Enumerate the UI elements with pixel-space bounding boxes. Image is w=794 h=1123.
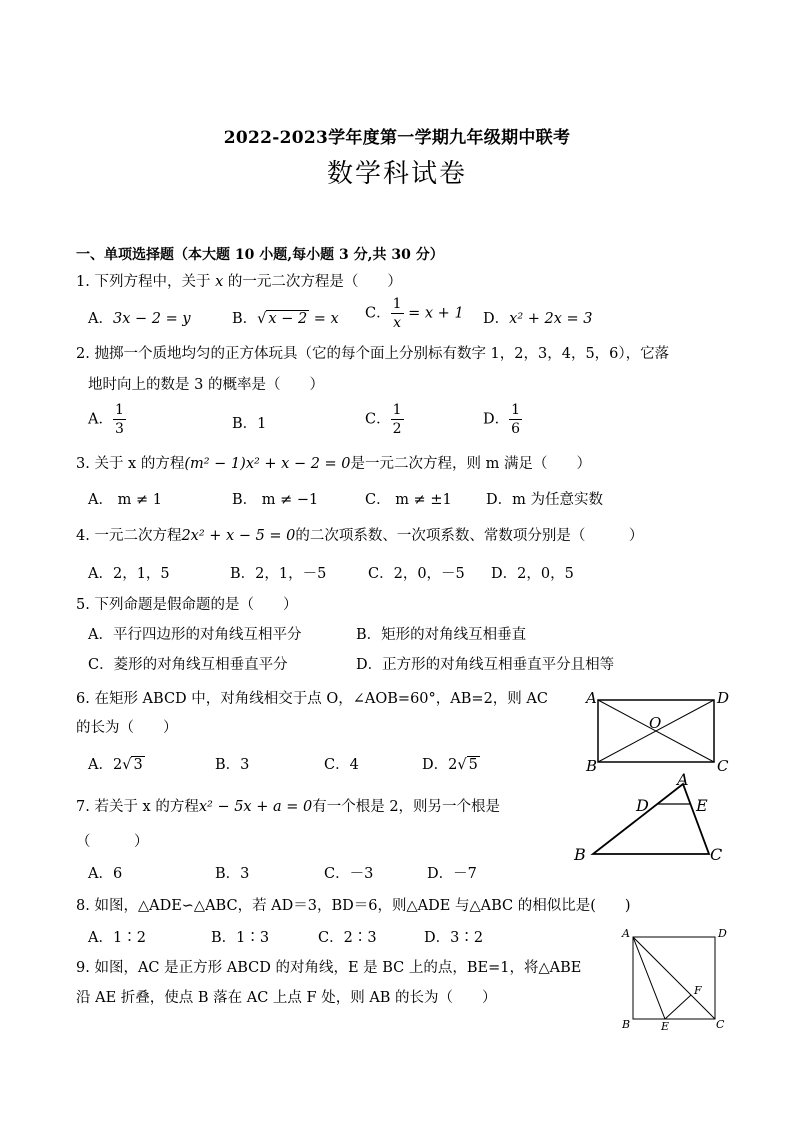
q6-option-a: A．2√ 3 — [88, 757, 143, 773]
q1-d-label: D． — [483, 311, 510, 327]
q6-line1: 6. 在矩形 ABCD 中，对角线相交于点 O，∠AOB=60°，AB=2，则 AC — [76, 691, 548, 707]
q3-option-a: A． m ≠ 1 — [88, 492, 162, 508]
q4-option-a: A．2，1，5 — [88, 566, 170, 582]
q7-label-c: C — [710, 845, 723, 864]
q2-a-fraction — [113, 403, 126, 436]
q2-c-num: 1 — [392, 402, 402, 418]
q6-a-radicand: 3 — [133, 757, 143, 773]
q1-option-d — [483, 307, 593, 328]
q2-line1: 2. 抛掷一个质地均匀的正方体玩具（它的每个面上分别标有数字 1，2，3，4，5，6），它落 — [76, 346, 670, 362]
q7-label-d: D — [636, 796, 649, 815]
q6-a-label: A． — [88, 757, 113, 773]
q9-segment-ae — [633, 937, 665, 1019]
q4-option-b: B．2，1，－5 — [230, 566, 327, 582]
q7-option-a: A．6 — [88, 866, 123, 882]
q7-stem-expr: x² − 5x + a = 0 — [198, 799, 313, 815]
q8-option-c: C．2∶3 — [318, 930, 377, 946]
q9-segment-ef — [665, 995, 691, 1019]
q2-d-label: D． — [483, 411, 510, 428]
q3-option-b: B． m ≠ −1 — [232, 492, 319, 508]
q1-stem-var: x — [215, 274, 224, 290]
q1-a-expr: 3x − 2 = y — [112, 311, 191, 327]
q8-stem: 8. 如图，△ADE∽△ABC，若 AD＝3，BD＝6，则△ADE 与△ABC 的相似比是( ) — [76, 898, 631, 914]
q6-a-coef: 2 — [112, 757, 123, 773]
q8-option-d: D．3∶2 — [424, 930, 484, 946]
q2-a-den: 3 — [114, 421, 124, 437]
section-heading: 一、单项选择题（本大题 10 小题,每小题 3 分,共 30 分） — [76, 247, 444, 263]
q1-b-radicand: x − 2 — [268, 311, 308, 327]
q6-label-a: A — [586, 689, 597, 707]
q2-option-d — [483, 403, 522, 436]
q9-label-d: D — [718, 927, 727, 940]
q9-label-f: F — [694, 984, 702, 997]
q8-option-a: A．1∶2 — [88, 930, 146, 946]
q3-option-d: D．m 为任意实数 — [486, 492, 603, 508]
q3-stem — [76, 452, 591, 473]
q1-stem-post: 的一元二次方程是（ ） — [223, 274, 402, 290]
q9-label-c: C — [716, 1018, 725, 1031]
q6-label-c: C — [717, 757, 729, 775]
q7-line2: （ ） — [76, 834, 149, 850]
q6-d-radicand: 5 — [468, 757, 478, 773]
q9-label-e: E — [661, 1020, 670, 1033]
q1-c-num: 1 — [392, 296, 402, 312]
q7-stem-pre: 7. 若关于 x 的方程 — [76, 799, 199, 815]
q7-triangle-abc — [593, 784, 709, 854]
q6-option-c: C．4 — [324, 757, 359, 773]
q4-option-c: C．2，0，－5 — [368, 566, 465, 582]
q2-c-den: 2 — [392, 421, 402, 437]
q4-stem-expr: 2x² + x − 5 = 0 — [181, 528, 296, 544]
q1-option-b: B．√ x − 2 = x — [232, 311, 339, 327]
q9-square-figure — [618, 925, 730, 1035]
q2-b-label: B． — [232, 416, 258, 432]
q4-stem-pre: 4. 一元二次方程 — [76, 528, 182, 544]
q2-a-num: 1 — [114, 402, 124, 418]
q6-label-o: O — [649, 714, 662, 732]
q2-d-num: 1 — [511, 402, 521, 418]
q1-stem-pre: 1. 下列方程中，关于 — [76, 274, 216, 290]
q2-option-c — [365, 403, 404, 436]
q3-stem-post: 是一元二次方程，则 m 满足（ ） — [350, 456, 592, 472]
q9-line1: 9. 如图，AC 是正方形 ABCD 的对角线，E 是 BC 上的点，BE=1，将△ABE — [76, 960, 582, 976]
q2-line2: 地时向上的数是 3 的概率是（ ） — [88, 377, 324, 393]
q1-d-expr: x² + 2x = 3 — [509, 311, 593, 327]
q1-c-label: C． — [365, 305, 391, 322]
q5-option-b: B．矩形的对角线互相垂直 — [356, 627, 527, 643]
q1-b-label: B． — [232, 311, 258, 327]
q1-a-label: A． — [88, 311, 113, 327]
q6-d-coef: 2 — [448, 757, 458, 773]
q9-diagonal-ac — [633, 937, 715, 1019]
q3-stem-pre: 3. 关于 x 的方程 — [76, 456, 185, 472]
q1-option-a — [88, 307, 191, 328]
q6-line2: 的长为（ ） — [76, 720, 178, 736]
q1-c-den: x — [393, 315, 402, 331]
q8-option-b: B．1∶3 — [211, 930, 270, 946]
q5-option-c: C．菱形的对角线互相垂直平分 — [88, 657, 288, 673]
q7-label-e: E — [696, 796, 708, 815]
q5-stem: 5. 下列命题是假命题的是（ ） — [76, 597, 298, 613]
q1-c-fraction — [391, 297, 404, 330]
q4-stem — [76, 524, 643, 545]
q2-c-fraction — [391, 403, 404, 436]
q2-option-a — [88, 403, 126, 436]
q5-option-d: D．正方形的对角线互相垂直平分且相等 — [356, 657, 615, 673]
q1-stem — [76, 270, 402, 291]
q7-stem — [76, 795, 500, 816]
q7-label-b: B — [574, 845, 586, 864]
q7-option-c: C．－3 — [324, 866, 374, 882]
q6-label-b: B — [586, 757, 598, 775]
q7-stem-post: 有一个根是 2，则另一个根是 — [312, 799, 501, 815]
exam-title: 2022-2023学年度第一学期九年级期中联考 — [223, 128, 571, 148]
q6-option-b: B．3 — [215, 757, 250, 773]
q2-c-label: C． — [365, 411, 391, 428]
q1-c-tail: = x + 1 — [403, 305, 464, 322]
q9-label-b: B — [622, 1018, 631, 1031]
q7-triangle-figure — [570, 768, 735, 868]
q1-b-tail: = x — [309, 311, 339, 327]
q3-option-c: C． m ≠ ±1 — [365, 492, 452, 508]
q7-label-a: A — [677, 770, 689, 789]
q2-d-fraction — [509, 403, 522, 436]
q6-label-d: D — [717, 689, 730, 707]
exam-subtitle: 数学科试卷 — [326, 159, 467, 189]
q2-a-label: A． — [88, 411, 113, 428]
q9-line2: 沿 AE 折叠，使点 B 落在 AC 上点 F 处，则 AB 的长为（ ） — [76, 990, 497, 1006]
q2-d-den: 6 — [511, 421, 521, 437]
q5-option-a: A．平行四边形的对角线互相平分 — [88, 627, 302, 643]
q9-label-a: A — [622, 927, 630, 940]
q7-option-b: B．3 — [215, 866, 250, 882]
q2-b-value: 1 — [257, 416, 267, 432]
q6-option-d: D．2√ 5 — [422, 757, 478, 773]
q4-stem-post: 的二次项系数、一次项系数、常数项分别是（ ） — [295, 528, 644, 544]
q4-option-d: D．2，0，5 — [491, 566, 574, 582]
q1-option-c — [365, 297, 464, 330]
q2-option-b — [232, 412, 266, 433]
q7-option-d: D．－7 — [427, 866, 477, 882]
q3-stem-expr: (m² − 1)x² + x − 2 = 0 — [184, 456, 351, 472]
q6-rectangle-figure — [580, 685, 740, 777]
q6-d-label: D． — [422, 757, 449, 773]
